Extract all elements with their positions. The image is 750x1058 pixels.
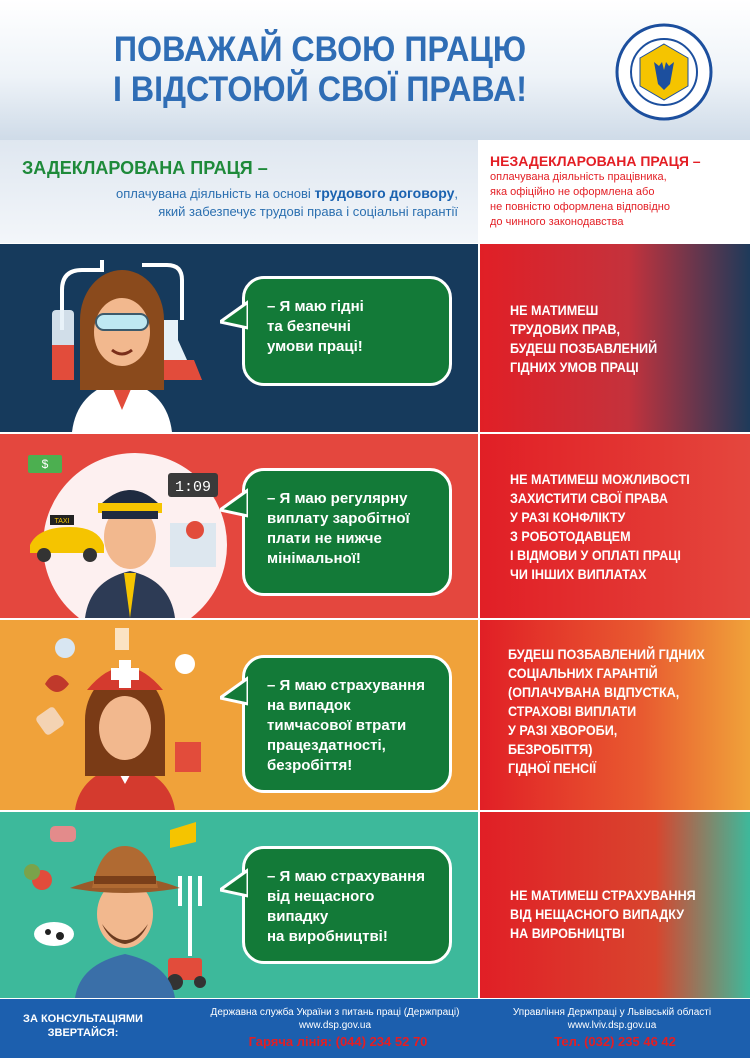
consequence-text-1: НЕ МАТИМЕШ ТРУДОВИХ ПРАВ, БУДЕШ ПОЗБАВЛЕНИЙ ГІДНИХ УМОВ ПРАЦІ: [510, 302, 658, 375]
farmer-illustration: [20, 816, 230, 998]
svg-text:$: $: [41, 457, 49, 471]
undeclared-title: НЕЗАДЕКЛАРОВАНА ПРАЦЯ –: [490, 153, 701, 169]
speech-bubble-1: – Я маю гідні та безпечні умови праці!: [242, 276, 452, 386]
title-line-2: І ВІДСТОЮЙ СВОЇ ПРАВА!: [113, 70, 527, 109]
footer-ministry: Державна служба України з питань праці (Держпраці) www.dsp.gov.ua: [200, 1006, 470, 1032]
consequence-text-3: БУДЕШ ПОЗБАВЛЕНИЙ ГІДНИХ СОЦІАЛЬНИХ ГАРАНТІЙ (ОПЛАЧУВАНА ВІДПУСТКА, СТРАХОВІ ВИПЛАТИ У РАЗІ ХВОРОБИ, БЕЗРОБІТТЯ) ГІДНОЇ ПЕНСІЇ: [508, 646, 705, 776]
hotline-number[interactable]: Гаряча лінія: (044) 234 52 70: [248, 1034, 428, 1049]
undeclared-description: оплачувана діяльність працівника, яка офіційно не оформлена або не повністю оформлена відповідно до чинного законодавства: [490, 171, 670, 228]
footer-regional-office: Управління Держпраці у Львівській області www.lviv.dsp.gov.ua: [492, 1006, 732, 1032]
bubble-tail-1: [220, 300, 248, 330]
regional-phone[interactable]: Тел. (032) 235 46 42: [554, 1034, 676, 1049]
bubble-tail-4: [220, 868, 248, 898]
taxi-sign-text: TAXI: [54, 518, 70, 525]
taxi-driver-illustration: [20, 445, 230, 618]
declared-title: ЗАДЕКЛАРОВАНА ПРАЦЯ –: [22, 158, 268, 178]
clock-display: 1:09: [174, 479, 212, 496]
page-title: [81, 30, 559, 110]
speech-bubble-2: – Я маю регулярну виплату заробітної плати не нижче мінімальної!: [242, 468, 452, 596]
speech-bubble-3: – Я маю страхування на випадок тимчасової втрати працездатності, безробіття!: [242, 655, 452, 793]
nurse-illustration: [25, 624, 225, 810]
bubble-tail-3: [220, 676, 248, 706]
ministry-website-link[interactable]: www.dsp.gov.ua: [298, 1020, 372, 1031]
scientist-illustration: [22, 250, 222, 432]
declared-highlight: трудового договору: [314, 185, 455, 201]
consequence-text-4: НЕ МАТИМЕШ СТРАХУВАННЯ ВІД НЕЩАСНОГО ВИПАДКУ НА ВИРОБНИЦТВІ: [510, 887, 696, 941]
bubble-tail-2: [220, 488, 248, 518]
title-line-1: ПОВАЖАЙ СВОЮ ПРАЦЮ: [113, 30, 527, 69]
consult-label: ЗА КОНСУЛЬТАЦІЯМИ ЗВЕРТАЙСЯ:: [23, 1013, 143, 1039]
consequence-text-2: НЕ МАТИМЕШ МОЖЛИВОСТІ ЗАХИСТИТИ СВОЇ ПРАВА У РАЗІ КОНФЛІКТУ З РОБОТОДАВЦЕМ І ВІДМОВИ У ОПЛАТІ ПРАЦІ ЧИ ІНШИХ ВИПЛАТАХ: [510, 471, 690, 582]
ministry-seal-logo: [614, 22, 714, 122]
speech-bubble-4: – Я маю страхування від нещасного випадку на виробництві!: [242, 846, 452, 964]
declared-description: оплачувана діяльність на основі трудового договору, який забезпечує трудові права і соціальні гарантії: [116, 185, 458, 219]
regional-website-link[interactable]: www.lviv.dsp.gov.ua: [567, 1020, 657, 1031]
